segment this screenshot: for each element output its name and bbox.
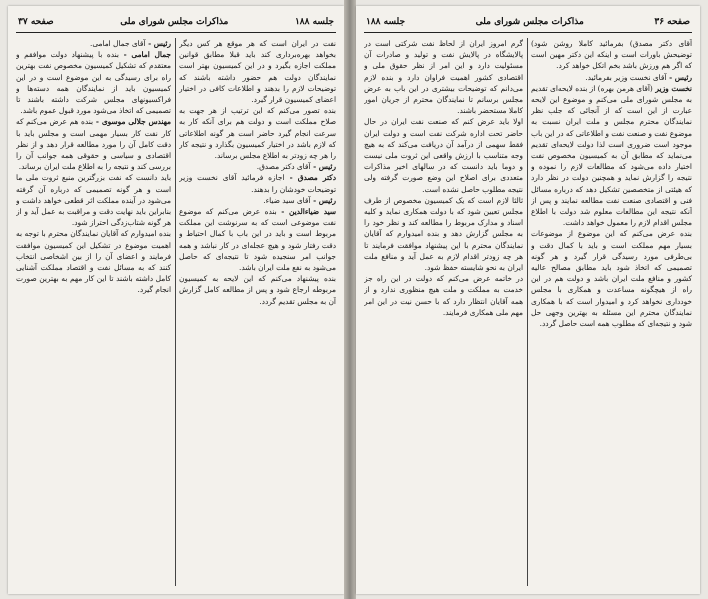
- paragraph-text: باید دانست که نفت بزرگترین منبع ثروت ملی ما است و هر گونه تصمیمی که درباره آن گرفته می‌شود در آینده مملکت اثر قطعی خواهد داشت و بنابراین باید نهایت دقت و مراقبت به عمل آید و از هر گونه شتاب‌زدگی احتراز شود.: [16, 173, 171, 228]
- right-header-rule: [364, 32, 692, 33]
- book-gutter: [344, 0, 356, 599]
- speaker-name: دکتر مصدق -: [284, 173, 336, 183]
- right-page-column-1: [531, 38, 692, 586]
- paragraph-text: آقای دکتر مصدق) بفرمائید کاملا روشن شود) توضیحش باورات است و اینکه این دکتر مهین است که اگر هم ورزش باشد بخم اتکل خواهد کرد.: [531, 39, 692, 71]
- left-column-divider: [175, 38, 176, 586]
- paragraph-text: بنده عرض می‌کنم که این موضوع از موضوعات بسیار مهم مملکت است و باید با کمال دقت و بی‌طرفی مورد رسیدگی قرار گیرد و هر گونه تصمیمی که اتخاذ شود باید مطابق مصالح عالیه کشور و منافع ملت ایران باشد و دولت هم در این راه از هیچگونه مساعدت و همکاری با مجلس خودداری نخواهد کرد و امیدوار است که با همکاری نمایندگان محترم این مسئله به بهترین وجهی حل شود و نتیجه‌ای که مطلوب همه است حاصل گردد.: [531, 229, 692, 329]
- left-page: [8, 6, 344, 594]
- paragraph-text: بنده پیشنهاد می‌کنم که این لایحه به کمیسیون مربوطه ارجاع شود و پس از مطالعه کامل گزارش آن به مجلس تقدیم گردد.: [179, 274, 336, 306]
- paragraph-text: در خاتمه عرض می‌کنم که دولت در این راه جز خدمت به مملکت و ملت هیچ منظوری ندارد و از همه آقایان انتظار دارد که با حسن نیت در این امر مهم ملی همکاری فرمایند.: [364, 274, 523, 317]
- paragraph: [179, 38, 336, 105]
- right-page-title: مذاکرات مجلس شورای ملی: [475, 17, 584, 27]
- paragraph: [364, 273, 523, 318]
- paragraph: [531, 72, 692, 83]
- paragraph: [16, 172, 171, 228]
- paragraph-text: بنده تصور می‌کنم که این ترتیب از هر جهت به صلاح مملکت است و دولت هم برای آنکه کار به سرعت انجام گیرد حاضر است هر گونه اطلاعاتی که لازم باشد در اختیار کمیسیون بگذارد و نتیجه کار را هر چه زودتر به اطلاع مجلس برساند.: [179, 106, 336, 161]
- speaker-name: مهندس جلالی موسوی -: [93, 117, 171, 127]
- paragraph: [179, 273, 336, 307]
- right-column-divider: [527, 38, 528, 586]
- left-page-header: [18, 14, 334, 30]
- left-session-label: جلسه ۱۸۸: [294, 17, 334, 27]
- paragraph: [179, 195, 336, 206]
- paragraph: [16, 116, 171, 172]
- paragraph-text: آقای دکتر مصدق.: [256, 162, 311, 172]
- paragraph: [364, 116, 523, 194]
- paragraph-text: اولا باید عرض کنم که صنعت نفت ایران در حال حاضر تحت اداره شرکت نفت است و دولت ایران فقط سهمی از درآمد آن دریافت می‌کند که به هیچ وجه متناسب با ارزش واقعی این ثروت ملی نیست و دوما باید دانست که در سالهای اخیر مذاکرات متعددی برای اصلاح این وضع صورت گرفته ولی نتیجه مطلوب حاصل نشده است.: [364, 117, 523, 194]
- paragraph: [179, 172, 336, 194]
- paragraph: [531, 83, 692, 229]
- paragraph: [16, 49, 171, 116]
- speaker-name: رئیس -: [310, 195, 336, 205]
- left-page-column-2: [16, 38, 171, 586]
- paragraph-text: بنده هم عرض می‌کنم که کار نفت کار بسیار مهمی است و مجلس باید با دقت کامل آن را مورد مطالعه قرار دهد و از نظر اقتصادی و سیاسی و حقوقی همه جوانب آن را بررسی کند و نتیجه را به اطلاع ملت ایران برساند.: [16, 117, 171, 172]
- right-page: [356, 6, 700, 594]
- right-session-label: جلسه ۱۸۸: [366, 17, 406, 27]
- paragraph: [531, 228, 692, 329]
- right-page-header: [366, 14, 690, 30]
- paragraph-text: اجازه فرمائید آقای نخست وزیر توضیحات خودشان را بدهند.: [179, 173, 336, 194]
- right-page-column-2: [364, 38, 523, 586]
- left-page-number: صفحه ۳۷: [18, 17, 54, 27]
- paragraph-text: آقای سید ضیاء.: [263, 195, 311, 205]
- speaker-name: رئیس -: [666, 72, 692, 82]
- paragraph-text: بنده با پیشنهاد دولت موافقم و معتقدم که تشکیل کمیسیون مخصوص نفت بهترین راه برای رسیدگی به این موضوع است و در این کمیسیون باید از نمایندگان همه دسته‌ها و فراکسیونهای مجلس شرکت داشته باشند تا تصمیمی که اتخاذ می‌شود مورد قبول عموم باشد.: [16, 50, 171, 116]
- paragraph: [16, 228, 171, 295]
- paragraph-text: بنده امیدوارم که آقایان نمایندگان محترم با توجه به اهمیت موضوع در تشکیل این کمیسیون موافقت فرمایند و اعضای آن را از بین اشخاصی انتخاب کنند که به مسائل نفت و اقتصاد مملکت آشنایی کامل داشته باشند تا این کار مهم به بهترین صورت انجام گیرد.: [16, 229, 171, 295]
- paragraph: [364, 38, 523, 116]
- speaker-name: نخست وزیر: [652, 83, 692, 93]
- speaker-name: سید ضیاءالدین -: [276, 207, 336, 217]
- paragraph-text: بنده عرض می‌کنم که موضوع نفت موضوعی است که به سرنوشت این مملکت مربوط است و باید در این باب با کمال احتیاط و دقت رفتار شود و هیچ عجله‌ای در کار نباشد و همه جوانب امر سنجیده شود تا نتیجه‌ای که حاصل می‌شود به نفع ملت ایران باشد.: [179, 207, 336, 273]
- paragraph-text: آقای جمال امامی.: [89, 39, 146, 48]
- paragraph: [16, 38, 171, 49]
- paragraph-text: ثالثا لازم است که یک کمیسیون مخصوص از طرف مجلس تعیین شود که با دولت همکاری نماید و کلیه اسناد و مدارک مربوط را مطالعه کند و نظر خود را به مجلس گزارش دهد و بنده امیدوارم که آقایان نمایندگان محترم با این پیشنهاد موافقت فرمایند تا هر چه زودتر اقدام لازم به عمل آید و منافع ملت ایران به نحو شایسته حفظ شود.: [364, 195, 523, 273]
- paragraph-text: آقای نخست وزیر بفرمائید.: [585, 72, 667, 82]
- left-header-rule: [16, 32, 336, 33]
- paragraph: [179, 161, 336, 172]
- paragraph-text: نفت در ایران است که هر موقع هر کس دیگر بخواهد بهره‌برداری کند باید قبلا مطابق قوانین مملکت اجازه بگیرد و در این کمیسیون بهتر است نمایندگان دولت هم حضور داشته باشند که توضیحات لازم را بدهند و اطلاعات کافی در اختیار اعضای کمیسیون قرار گیرد.: [179, 39, 336, 105]
- left-page-title: مذاکرات مجلس شورای ملی: [120, 17, 229, 27]
- paragraph-text: (آقای هرمن بهره) از بنده لایحه‌ای تقدیم به مجلس شورای ملی می‌کنم و موضوع این لایحه عبارت از این است که از آنجائی که جلب نظر نمایندگان محترم مجلس و ملت ایران نسبت به موضوع نفت و صنعت نفت و اطلاعاتی که در این باب موجود است ضروری است لذا دولت لایحه‌ای تقدیم می‌نماید که مطابق آن به کمیسیون مخصوص نفت اختیار داده می‌شود که مطالعات لازم را نموده و نتیجه را گزارش نماید و همچنین دولت در نظر دارد که هیئتی از متخصصین تشکیل دهد که درباره مسائل فنی و اقتصادی صنعت نفت مطالعه نمایند و پس از آنکه نتیجه این مطالعات معلوم شد دولت با اطلاع مجلس اقدام لازم را معمول خواهد داشت.: [531, 83, 692, 228]
- paragraph-text: گرم امروز ایران از لحاظ نفت شرکتی است در پالایشگاه در پالایش نفت و تولید و صادرات آن مسئولیت دارد و این امر از نظر حقوق ملی و اقتصادی کشور اهمیت فراوان دارد و بنده لازم می‌دانم که توضیحات بیشتری در این باب به عرض مجلس برسانم تا نمایندگان محترم از جریان امور کاملا مستحضر باشند.: [364, 39, 523, 116]
- paragraph: [364, 195, 523, 273]
- left-page-column-1: [179, 38, 336, 586]
- speaker-name: رئیس -: [145, 39, 171, 48]
- paragraph: [531, 38, 692, 72]
- paragraph: [179, 105, 336, 161]
- speaker-name: رئیس -: [310, 162, 336, 172]
- right-page-number: صفحه ۳۶: [654, 17, 690, 27]
- paragraph: [179, 206, 336, 273]
- speaker-name: جمال امامی -: [118, 50, 171, 60]
